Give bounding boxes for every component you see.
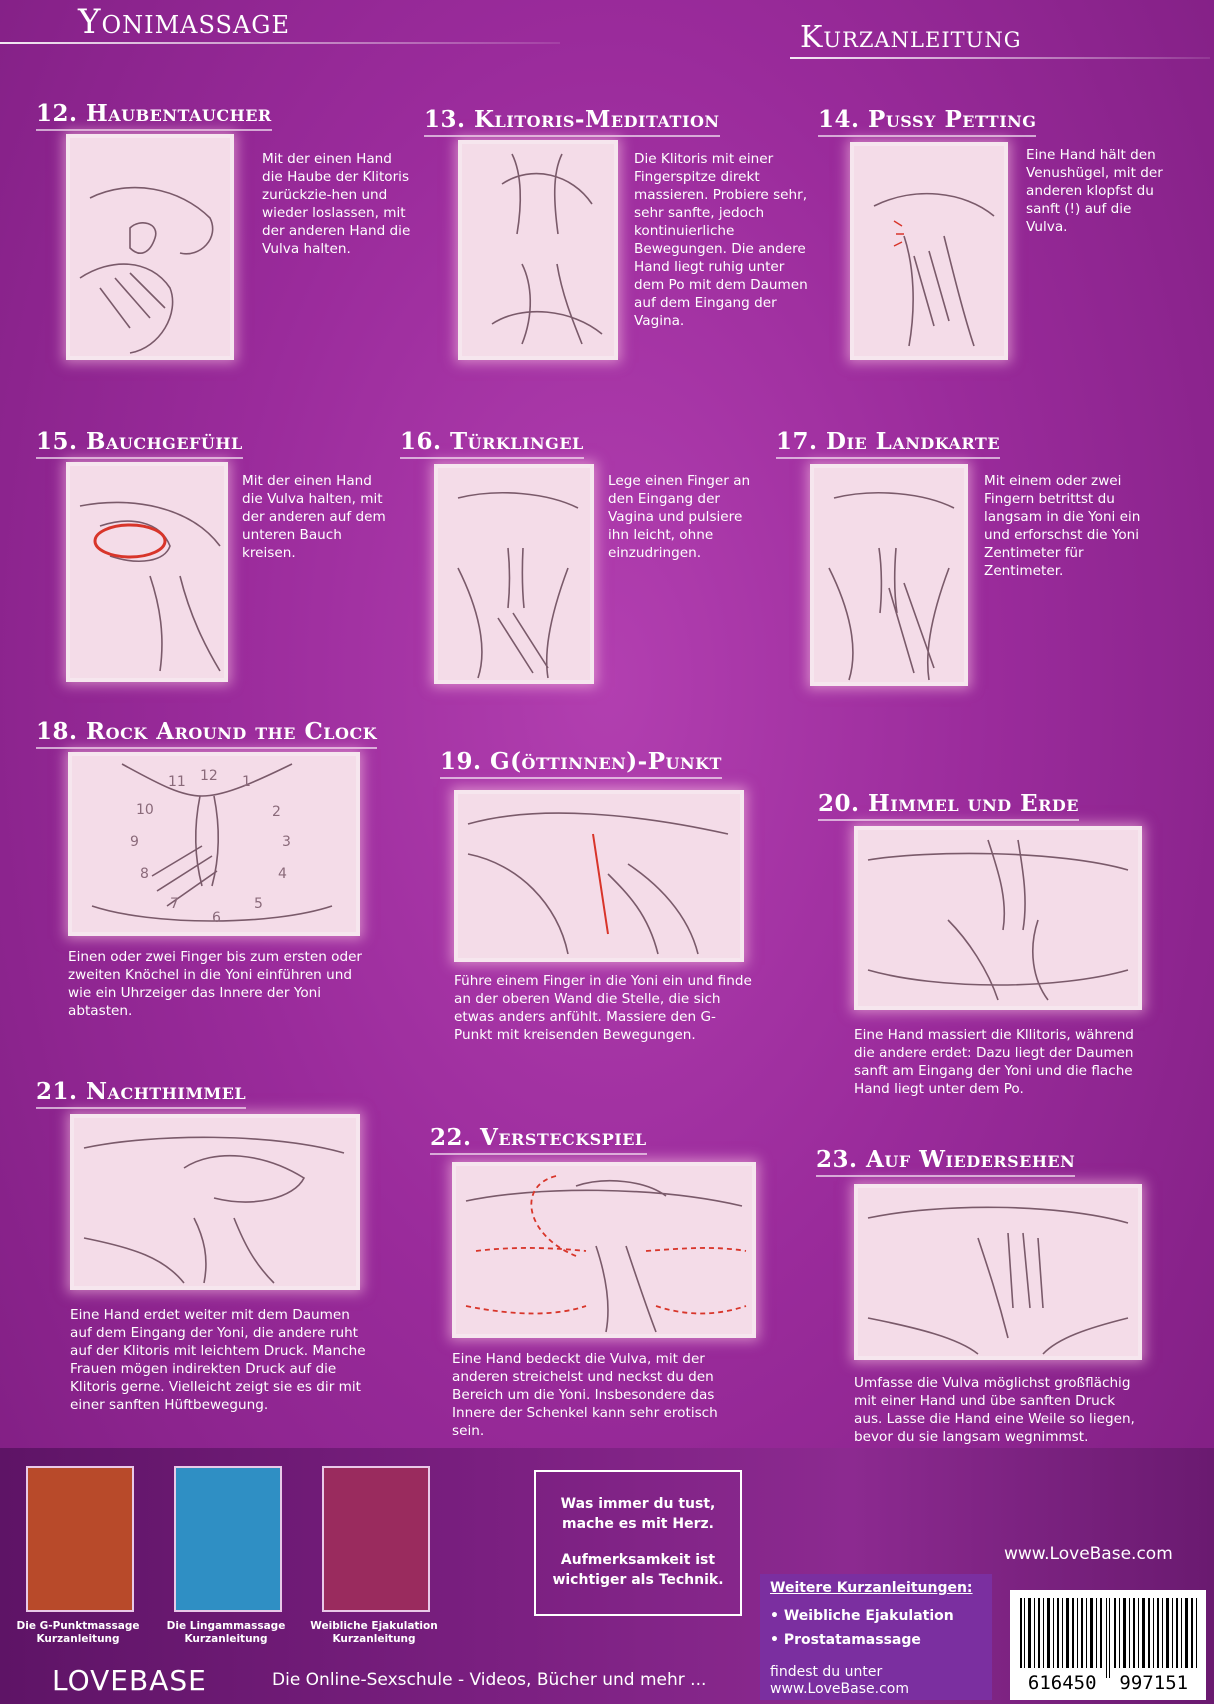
more-guides-url[interactable]: www.LoveBase.com [770, 1681, 909, 1697]
barcode-number: 616450 997151 [1027, 1672, 1189, 1694]
barcode [1010, 1590, 1206, 1700]
product-label-ejakulation-line2: Kurzanleitung [332, 1633, 416, 1645]
clock-number-7: 7 [170, 896, 179, 912]
clock-number-11: 11 [168, 774, 186, 790]
subtitle-rule [790, 57, 1210, 59]
more-guides-item-2[interactable]: • Prostatamassage [770, 1632, 921, 1648]
step-14-title: 14. Pussy Petting [818, 106, 1036, 137]
clock-number-6: 6 [212, 910, 221, 926]
step-21-illustration [70, 1114, 360, 1290]
step-22-title: 22. Versteckspiel [430, 1124, 647, 1155]
quote-line-2: Aufmerksamkeit ist wichtiger als Technik. [552, 1552, 724, 1588]
quote-line-1: Was immer du tust, mache es mit Herz. [560, 1496, 716, 1532]
step-21-title: 21. Nachthimmel [36, 1078, 246, 1109]
more-guides-item-2-label: Prostatamassage [783, 1632, 921, 1648]
product-thumb-lingam[interactable] [174, 1466, 282, 1612]
slogan: Die Online-Sexschule - Videos, Bücher und mehr ... [272, 1670, 707, 1690]
step-21-text: Eine Hand erdet weiter mit dem Daumen auf dem Eingang der Yoni, die andere ruht auf der Klitoris mit leichtem Druck. Manche Frauen mögen indirekten Druck auf die Klitoris gerne. Vielleicht zeigt sie es dir mit einer sanften Hüftbewegung. [70, 1307, 366, 1413]
step-22-illustration [452, 1162, 756, 1338]
step-12-illustration [66, 134, 234, 360]
product-label-lingam-line1: Die Lingammassage [166, 1620, 286, 1632]
step-17-text: Mit einem oder zwei Fingern betrittst du langsam in die Yoni ein und erforschst die Yoni Zentimeter für Zentimeter. [984, 473, 1141, 579]
step-16-title: 16. Türklingel [400, 428, 584, 459]
clock-number-5: 5 [254, 896, 263, 912]
product-label-lingam [162, 1620, 290, 1646]
step-18-illustration [68, 752, 360, 936]
step-12-title: 12. Haubentaucher [36, 100, 272, 131]
step-15-title: 15. Bauchgefühl [36, 428, 243, 459]
clock-number-2: 2 [272, 804, 281, 820]
product-label-gpunkt-line1: Die G-Punktmassage [16, 1620, 140, 1632]
step-12-text: Mit der einen Hand die Haube der Klitoris zurückzie-hen und wieder loslassen, mit der anderen Hand die Vulva halten. [262, 151, 411, 257]
brand-logo: LOVEBASE [52, 1664, 207, 1697]
step-16-text: Lege einen Finger an den Eingang der Vagina und pulsiere ihn leicht, ohne einzudringen. [608, 473, 751, 561]
clock-number-10: 10 [136, 802, 154, 818]
product-label-lingam-line2: Kurzanleitung [184, 1633, 268, 1645]
clock-number-1: 1 [242, 774, 251, 790]
step-16-illustration [434, 464, 594, 684]
clock-number-8: 8 [140, 866, 149, 882]
website-link[interactable]: www.LoveBase.com [1004, 1544, 1173, 1564]
step-20-title: 20. Himmel und Erde [818, 790, 1079, 821]
clock-number-3: 3 [282, 834, 291, 850]
more-guides-find: findest du unter [770, 1664, 883, 1680]
step-18-title: 18. Rock Around the Clock [36, 718, 377, 749]
step-14-text: Eine Hand hält den Venushügel, mit der anderen klopfst du sanft (!) auf die Vulva. [1026, 147, 1163, 235]
product-thumb-gpunkt[interactable] [26, 1466, 134, 1612]
step-19-text: Führe einem Finger in die Yoni ein und finde an der oberen Wand die Stelle, die sich etwas anders anfühlt. Massiere den G-Punkt mit kreisenden Bewegungen. [454, 973, 752, 1043]
step-14-illustration [850, 142, 1008, 360]
product-label-gpunkt-line2: Kurzanleitung [36, 1633, 120, 1645]
page-title: Yonimassage [78, 2, 290, 42]
step-19-illustration [454, 790, 744, 962]
step-17-illustration [810, 464, 968, 686]
step-20-illustration [854, 826, 1142, 1010]
more-guides-item-1-label: Weibliche Ejakulation [783, 1608, 954, 1624]
product-thumb-ejakulation[interactable] [322, 1466, 430, 1612]
step-23-illustration [854, 1184, 1142, 1360]
step-20-text: Eine Hand massiert die Kllitoris, während die andere erdet: Dazu liegt der Daumen sanft am Eingang der Yoni und die flache Hand liegt unter dem Po. [854, 1027, 1134, 1097]
product-label-gpunkt [14, 1620, 142, 1646]
step-23-text: Umfasse die Vulva möglichst großflächig mit einer Hand und übe sanften Druck aus. Lasse die Hand eine Weile so liegen, bevor du sie langsam wegnimmst. [854, 1375, 1135, 1445]
clock-number-4: 4 [278, 866, 287, 882]
product-label-ejakulation [304, 1620, 444, 1646]
step-15-illustration [66, 462, 228, 682]
title-rule [0, 42, 560, 44]
step-23-title: 23. Auf Wiedersehen [816, 1146, 1075, 1177]
step-18-text: Einen oder zwei Finger bis zum ersten oder zweiten Knöchel in die Yoni einführen und wie ein Uhrzeiger das Innere der Yoni abtasten. [68, 949, 363, 1019]
product-label-ejakulation-line1: Weibliche Ejakulation [310, 1620, 438, 1632]
step-22-text: Eine Hand bedeckt die Vulva, mit der anderen streichelst und neckst du den Bereich um die Yoni. Insbesondere das Innere der Schenkel kann sehr erotisch sein. [452, 1351, 718, 1439]
step-19-title: 19. G(öttinnen)-Punkt [440, 748, 722, 779]
more-guides-box [760, 1574, 992, 1700]
step-13-title: 13. Klitoris-Meditation [424, 106, 720, 137]
step-17-title: 17. Die Landkarte [776, 428, 1000, 459]
step-15-text: Mit der einen Hand die Vulva halten, mit der anderen auf dem unteren Bauch kreisen. [242, 473, 386, 561]
quote-box [534, 1470, 742, 1616]
clock-number-9: 9 [130, 834, 139, 850]
clock-number-12: 12 [200, 768, 218, 784]
more-guides-heading: Weitere Kurzanleitungen: [770, 1580, 973, 1596]
step-13-illustration [458, 140, 618, 360]
page-subtitle: Kurzanleitung [800, 20, 1022, 55]
more-guides-item-1[interactable]: • Weibliche Ejakulation [770, 1608, 954, 1624]
step-13-text: Die Klitoris mit einer Fingerspitze direkt massieren. Probiere sehr, sehr sanfte, jedoch kontinuierliche Bewegungen. Die andere Hand liegt ruhig unter dem Po mit dem Daumen auf dem Eingang der Vagina. [634, 151, 808, 329]
